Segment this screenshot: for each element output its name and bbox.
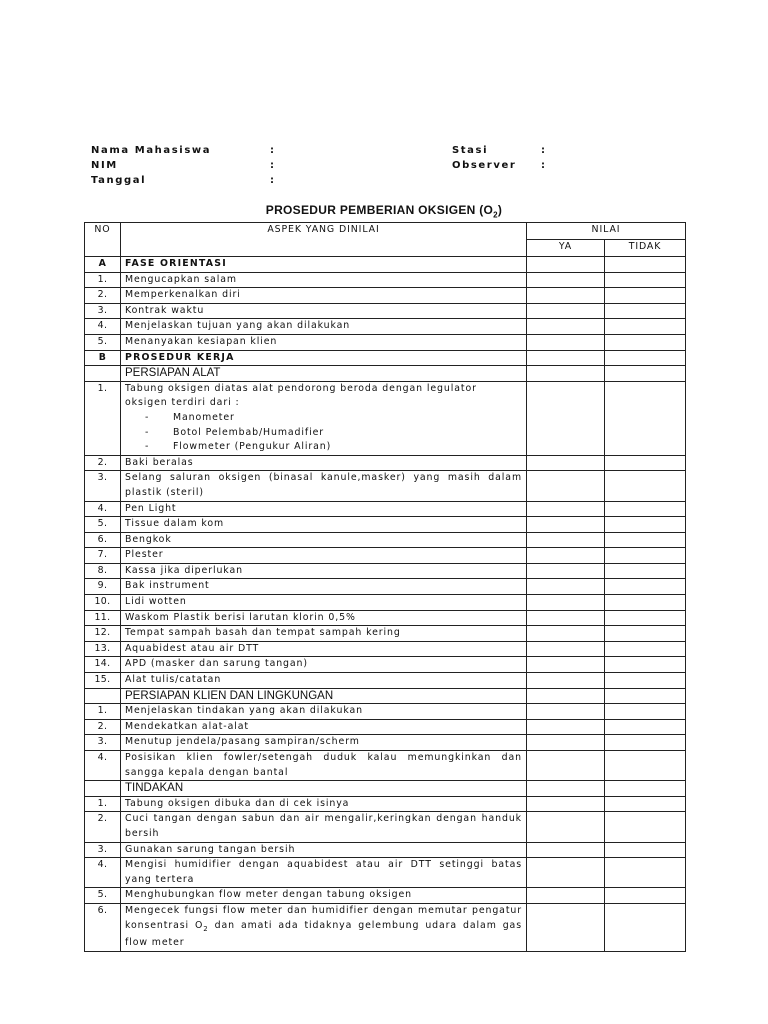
nama-label: Nama Mahasiswa [91,145,212,156]
observer-colon: : [541,160,547,171]
tidak-cell[interactable] [605,842,686,858]
section-b-header [85,350,686,366]
ya-cell[interactable] [527,501,605,517]
row-text: Mengecek fungsi flow meter dan humidifier dengan memutar pengatur konsentrasi $O_2$ dan amati ada tidaknya gelembung udara dalam gas flow meter [121,903,527,951]
row-number: 6. [85,903,121,951]
ya-cell[interactable] [527,781,605,797]
tidak-cell[interactable] [605,812,686,842]
row-number: 5. [85,334,121,350]
row-number: 1. [85,704,121,720]
table-row [85,319,686,335]
row-number: 10. [85,595,121,611]
row-text: Posisikan klien fowler/setengah duduk kalau memungkinkan dan sangga kepala dengan bantal [121,751,527,781]
row-text: Pen Light [121,501,527,517]
row-text: Gunakan sarung tangan bersih [121,842,527,858]
row-number: 3. [85,842,121,858]
row-number: 13. [85,641,121,657]
tidak-cell[interactable] [605,455,686,471]
table-row [85,563,686,579]
row-text: Bengkok [121,532,527,548]
ya-cell[interactable] [527,735,605,751]
subsection-tindakan [85,781,686,797]
ya-cell[interactable] [527,595,605,611]
row-number: 2. [85,812,121,842]
table-row [85,610,686,626]
subsection-persiapan-klien [85,688,686,704]
row-text: Selang saluran oksigen (binasal kanule,masker) yang masih dalam plastik (steril) [121,471,527,501]
table-row [85,381,686,455]
tidak-cell[interactable] [605,257,686,273]
table-row [85,517,686,533]
list-item: - Flowmeter (Pengukur Aliran) [145,441,332,453]
ya-cell[interactable] [527,563,605,579]
observer-label: Observer [452,160,517,171]
row-text: Aquabidest atau air DTT [121,641,527,657]
table-row [85,719,686,735]
row-text [121,381,527,455]
tidak-cell[interactable] [605,501,686,517]
ya-cell[interactable] [527,796,605,812]
table-row [85,455,686,471]
row-text: Menjelaskan tindakan yang akan dilakukan [121,704,527,720]
ya-cell[interactable] [527,350,605,366]
tidak-cell[interactable] [605,626,686,642]
ya-cell[interactable] [527,455,605,471]
list-item: - Botol Pelembab/Humadifier [145,426,325,438]
row-text: Mendekatkan alat-alat [121,719,527,735]
ya-cell[interactable] [527,366,605,382]
table-row [85,272,686,288]
row-number: 4. [85,751,121,781]
tidak-cell[interactable] [605,303,686,319]
row-number: 8. [85,563,121,579]
col-header-ya: YA [527,240,605,257]
table-row [85,303,686,319]
ya-cell[interactable] [527,812,605,842]
nim-label: NIM [91,160,118,171]
row-text: Menjelaskan tujuan yang akan dilakukan [121,319,527,335]
row-number: 12. [85,626,121,642]
row-text: Kontrak waktu [121,303,527,319]
subsection-title: TINDAKAN [121,781,527,797]
tidak-cell[interactable] [605,288,686,304]
row-text: Kassa jika diperlukan [121,563,527,579]
col-header-tidak: TIDAK [605,240,686,257]
table-row [85,657,686,673]
row-number: 9. [85,579,121,595]
assessment-table [84,222,686,952]
tidak-cell[interactable] [605,735,686,751]
row-text: Bak instrument [121,579,527,595]
table-row [85,626,686,642]
row-text: Mengucapkan salam [121,272,527,288]
col-header-aspek: ASPEK YANG DINILAI [121,223,527,257]
row-number: 5. [85,888,121,904]
row-number: 4. [85,858,121,888]
row-number: 7. [85,548,121,564]
ya-cell[interactable] [527,303,605,319]
row-number: 5. [85,517,121,533]
row-text: Tissue dalam kom [121,517,527,533]
row-text: Plester [121,548,527,564]
row-number: 4. [85,501,121,517]
ya-cell[interactable] [527,532,605,548]
row-number: 1. [85,272,121,288]
table-row [85,288,686,304]
table-row [85,579,686,595]
tanggal-label: Tanggal [91,175,147,186]
row-number: 6. [85,532,121,548]
section-title: FASE ORIENTASI [121,257,527,273]
row-text: Waskom Plastik berisi larutan klorin 0,5% [121,610,527,626]
row-text: Alat tulis/catatan [121,673,527,689]
tidak-cell[interactable] [605,548,686,564]
section-code: A [85,257,121,273]
row-number: 3. [85,735,121,751]
tidak-cell[interactable] [605,781,686,797]
row-number: 1. [85,381,121,455]
row-number: 1. [85,796,121,812]
table-row [85,735,686,751]
table-row [85,641,686,657]
tidak-cell[interactable] [605,903,686,951]
tidak-cell[interactable] [605,657,686,673]
tidak-cell[interactable] [605,888,686,904]
table-row [85,812,686,842]
tidak-cell[interactable] [605,381,686,455]
ya-cell[interactable] [527,319,605,335]
table-row [85,858,686,888]
tidak-cell[interactable] [605,858,686,888]
row-text: Mengisi humidifier dengan aquabidest atau air DTT setinggi batas yang tertera [121,858,527,888]
ya-cell[interactable] [527,858,605,888]
ya-cell[interactable] [527,579,605,595]
stasi-colon: : [541,145,547,156]
row-text: Tempat sampah basah dan tempat sampah kering [121,626,527,642]
tidak-cell[interactable] [605,471,686,501]
list-item: - Manometer [145,411,235,423]
nama-colon: : [270,145,276,156]
ya-cell[interactable] [527,272,605,288]
table-row [85,334,686,350]
table-row [85,548,686,564]
tidak-cell[interactable] [605,673,686,689]
subsection-title: PERSIAPAN KLIEN DAN LINGKUNGAN [121,688,527,704]
ya-cell[interactable] [527,548,605,564]
ya-cell[interactable] [527,842,605,858]
section-title: PROSEDUR KERJA [121,350,527,366]
table-row [85,796,686,812]
tidak-cell[interactable] [605,350,686,366]
table-row [85,888,686,904]
table-row [85,501,686,517]
tidak-cell[interactable] [605,610,686,626]
ya-cell[interactable] [527,517,605,533]
row-number: 4. [85,319,121,335]
row-text: Lidi wotten [121,595,527,611]
table-row [85,903,686,951]
stasi-label: Stasi [452,145,489,156]
subsection-title: PERSIAPAN ALAT [121,366,527,382]
tidak-cell[interactable] [605,641,686,657]
tidak-cell[interactable] [605,563,686,579]
table-row [85,595,686,611]
tidak-cell[interactable] [605,532,686,548]
nim-colon: : [270,160,276,171]
ya-cell[interactable] [527,688,605,704]
ya-cell[interactable] [527,626,605,642]
row-number: 3. [85,471,121,501]
row-text: Menanyakan kesiapan klien [121,334,527,350]
tidak-cell[interactable] [605,579,686,595]
row-text: Cuci tangan dengan sabun dan air mengalir,keringkan dengan handuk bersih [121,812,527,842]
row-number: 2. [85,455,121,471]
ya-cell[interactable] [527,903,605,951]
table-row [85,673,686,689]
equipment-list [125,411,522,455]
row-number: 14. [85,657,121,673]
ya-cell[interactable] [527,381,605,455]
ya-cell[interactable] [527,471,605,501]
ya-cell[interactable] [527,610,605,626]
subsection-persiapan-alat [85,366,686,382]
section-code: B [85,350,121,366]
tanggal-colon: : [270,175,276,186]
col-header-no: NO [85,223,121,257]
ya-cell[interactable] [527,673,605,689]
table-row [85,842,686,858]
section-a-header [85,257,686,273]
ya-cell[interactable] [527,257,605,273]
tidak-cell[interactable] [605,595,686,611]
row-text: Menghubungkan flow meter dengan tabung oksigen [121,888,527,904]
row-text: Tabung oksigen dibuka dan di cek isinya [121,796,527,812]
row-text: Menutup jendela/pasang sampiran/scherm [121,735,527,751]
tidak-cell[interactable] [605,688,686,704]
row-text: Memperkenalkan diri [121,288,527,304]
row-number: 2. [85,719,121,735]
tidak-cell[interactable] [605,517,686,533]
col-header-nilai: NILAI [527,223,686,240]
ya-cell[interactable] [527,657,605,673]
ya-cell[interactable] [527,641,605,657]
ya-cell[interactable] [527,888,605,904]
row-number: 2. [85,288,121,304]
tidak-cell[interactable] [605,334,686,350]
table-row [85,704,686,720]
row-number: 15. [85,673,121,689]
ya-cell[interactable] [527,704,605,720]
row-number: 3. [85,303,121,319]
row-number: 11. [85,610,121,626]
row-text-intro: Tabung oksigen diatas alat pendorong beroda dengan legulator oksigen terdiri dari : [125,382,477,409]
document-title: PROSEDUR PEMBERIAN OKSIGEN $(O_2)$ [265,203,503,220]
tidak-cell[interactable] [605,704,686,720]
ya-cell[interactable] [527,751,605,781]
ya-cell[interactable] [527,334,605,350]
tidak-cell[interactable] [605,319,686,335]
table-row [85,532,686,548]
ya-cell[interactable] [527,288,605,304]
table-row [85,751,686,781]
tidak-cell[interactable] [605,366,686,382]
tidak-cell[interactable] [605,272,686,288]
tidak-cell[interactable] [605,796,686,812]
ya-cell[interactable] [527,719,605,735]
row-text: APD (masker dan sarung tangan) [121,657,527,673]
tidak-cell[interactable] [605,719,686,735]
table-row [85,471,686,501]
row-text: Baki beralas [121,455,527,471]
tidak-cell[interactable] [605,751,686,781]
